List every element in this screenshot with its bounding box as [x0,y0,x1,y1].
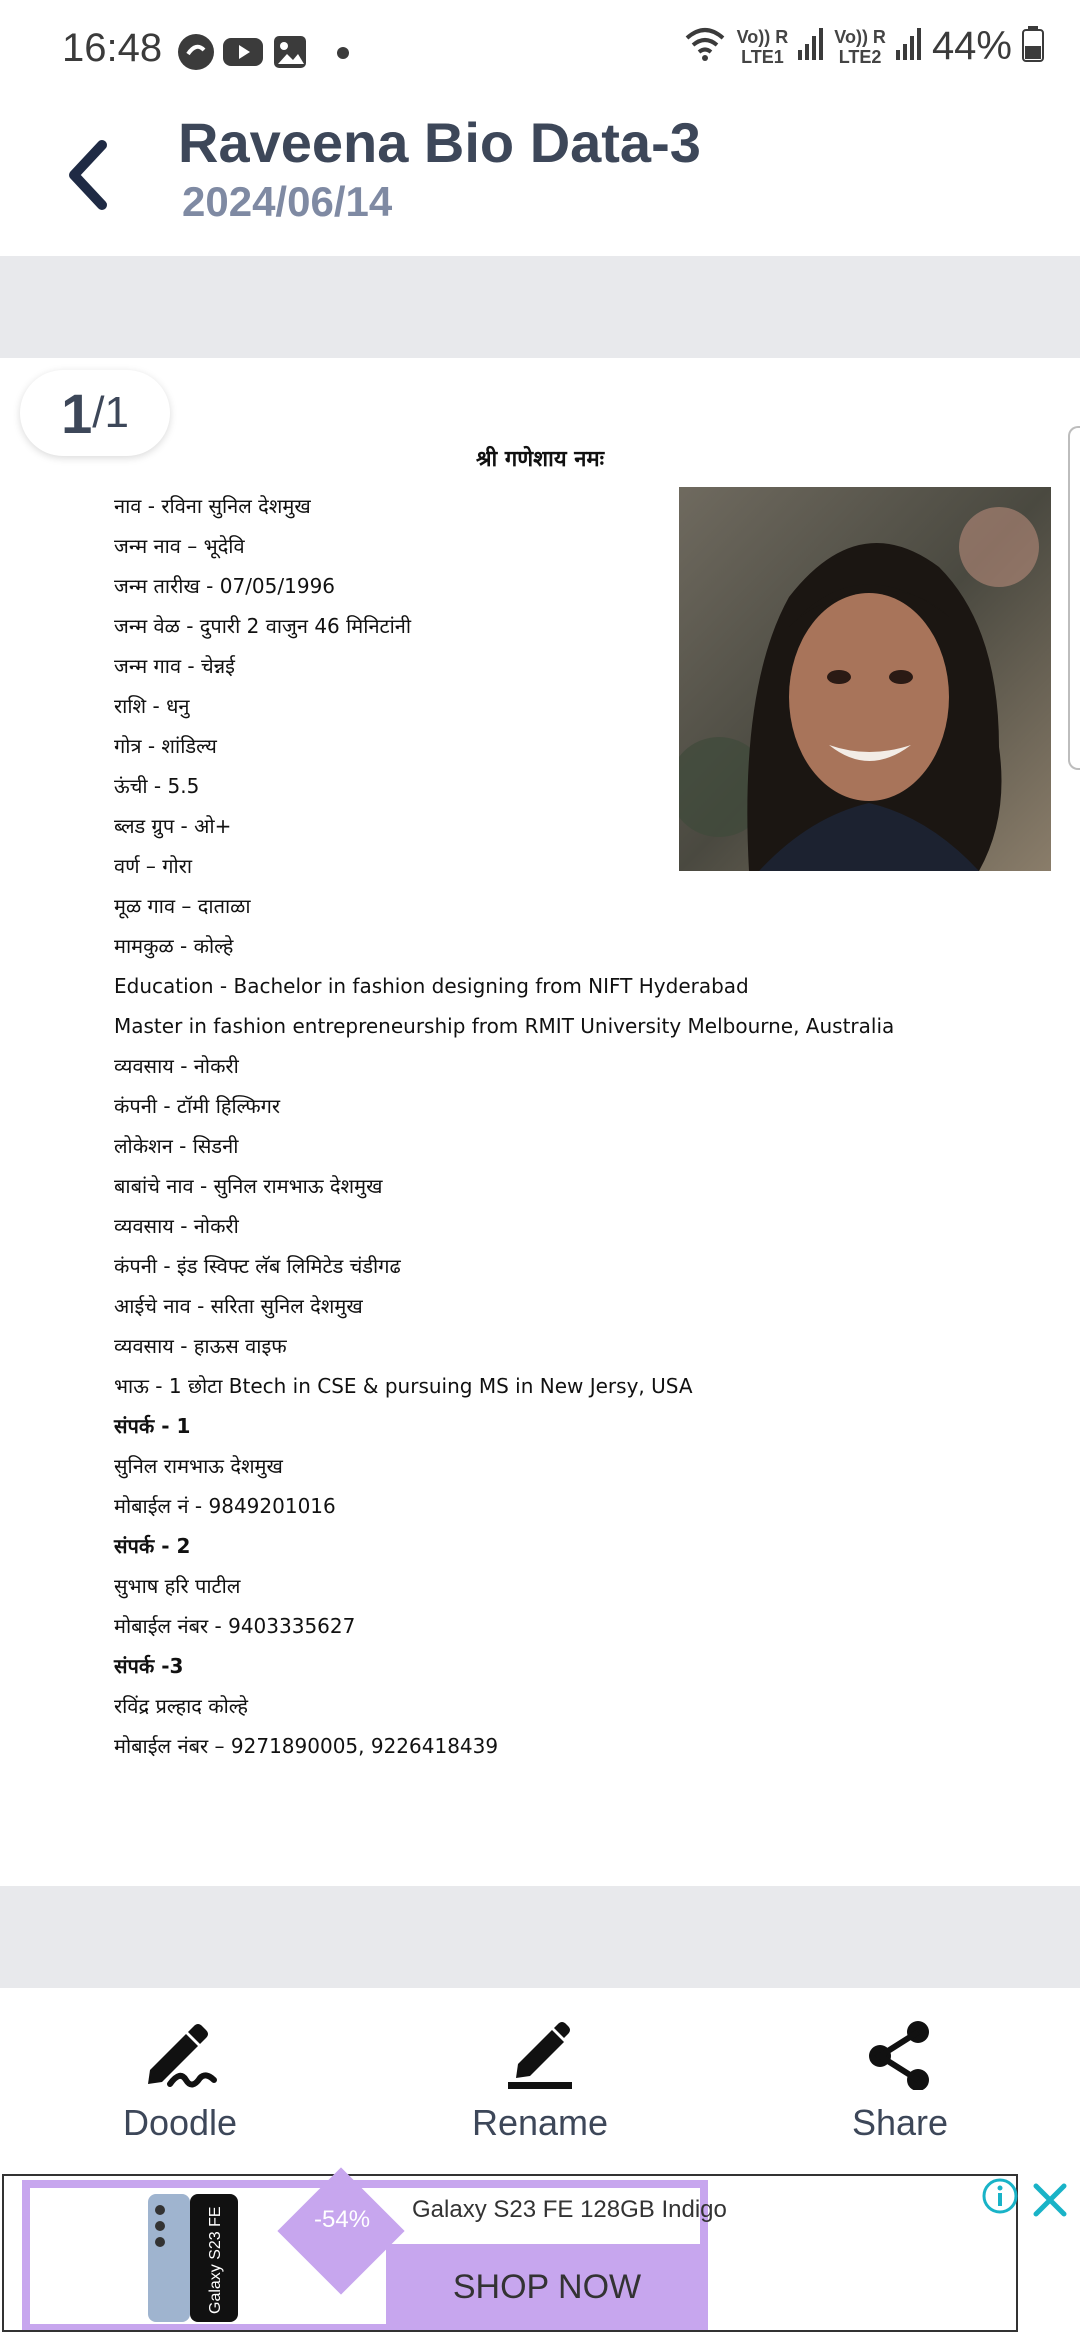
doodle-button[interactable] [70,1988,290,2168]
doc-line-contact-heading: संपर्क - 2 [114,1534,191,1558]
doc-line-contact-heading: संपर्क - 1 [114,1414,191,1438]
status-bar [0,0,1080,100]
status-time: 16:48 [62,26,163,70]
doc-line: Education - Bachelor in fashion designing from NIFT Hyderabad [114,974,749,998]
rename-label: Rename [471,2102,609,2143]
profile-photo [679,487,1051,871]
doc-line: व्यवसाय - नोकरी [114,1054,239,1078]
page-date: 2024/06/14 [182,178,393,225]
ad-product-name: Galaxy S23 FE 128GB Indigo [412,2196,727,2223]
doc-line: ऊंची - 5.5 [114,774,200,798]
bottom-divider-band [0,1886,1080,1988]
share-label: Share [851,2102,949,2143]
scroll-handle[interactable] [1068,426,1080,770]
notification-dot-icon [336,46,350,65]
doc-line: कंपनी - इंड स्विफ्ट लॅब लिमिटेड चंडीगढ [114,1254,401,1278]
doc-line: मामकुळ - कोल्हे [114,934,234,958]
doc-line: मोबाईल नंबर – 9271890005, 9226418439 [114,1734,499,1758]
doc-line: सुभाष हरि पाटील [114,1574,241,1598]
doodle-label: Doodle [122,2102,238,2143]
doc-line: ब्लड ग्रुप - ओ+ [114,814,232,838]
share-icon [860,2020,940,2090]
bottom-toolbar [0,1988,1080,2178]
gallery-icon [272,32,308,77]
doc-line: राशि - धनु [114,694,190,718]
doc-line-contact-heading: संपर्क -3 [114,1654,184,1678]
document-heading: श्री गणेशाय नमः [475,447,605,472]
doc-line: मोबाईल नंबर - 9403335627 [114,1614,356,1638]
doc-line: भाऊ - 1 छोटा Btech in CSE & pursuing MS in New Jersy, USA [114,1374,693,1398]
page-title: Raveena Bio Data-3 [178,111,701,174]
doc-line: बाबांचे नाव - सुनिल रामभाऊ देशमुख [114,1174,383,1198]
doc-line: कंपनी - टॉमी हिल्फिगर [114,1094,281,1118]
signal2-icon [896,26,922,67]
doc-line: जन्म वेळ - दुपारी 2 वाजुन 46 मिनिटांनी [114,614,412,638]
doc-line: वर्ण – गोरा [114,854,193,878]
top-divider-band [0,256,1080,358]
youtube-icon [222,32,264,77]
share-button[interactable] [790,1988,1010,2168]
page-total: /1 [92,388,129,437]
status-right [683,24,1044,69]
doc-line: सुनिल रामभाऊ देशमुख [114,1454,283,1478]
doc-line: मोबाईल नं - 9849201016 [114,1494,336,1518]
rename-button[interactable] [430,1988,650,2168]
page-current: 1 [61,381,93,445]
ad-close-icon[interactable] [1030,2180,1070,2220]
battery-percent: 44% [931,24,1012,68]
doc-line: व्यवसाय - नोकरी [114,1214,239,1238]
doc-line: जन्म नाव – भूदेवि [114,534,245,558]
doc-line: लोकेशन - सिडनी [114,1134,239,1158]
doc-line: मूळ गाव – दाताळा [114,894,251,918]
doc-line: गोत्र - शांडिल्य [114,734,217,758]
phone-label: Galaxy S23 FE [207,2206,224,2314]
doc-line: व्यवसाय - हाऊस वाइफ [114,1334,287,1358]
chevron-left-icon [58,135,118,215]
doc-line: Master in fashion entrepreneurship from RMIT University Melbourne, Australia [114,1014,895,1038]
ad-discount-text: -54% [314,2206,371,2233]
sim2-label: Vo)) R LTE2 [834,26,886,67]
ad-banner[interactable] [0,2172,1080,2340]
ad-shop-now-button[interactable]: SHOP NOW [452,2267,642,2306]
battery-icon [1022,26,1044,67]
pencil-icon [500,2020,580,2090]
doc-line: जन्म गाव - चेन्नई [114,654,235,678]
doc-line: जन्म तारीख - 07/05/1996 [114,574,336,598]
doc-line: नाव - रविना सुनिल देशमुख [114,494,311,518]
wifi-icon [683,24,727,69]
doc-line: रविंद्र प्रल्हाद कोल्हे [114,1694,249,1718]
signal1-icon [798,26,824,67]
sim1-label: Vo)) R LTE1 [736,26,789,67]
chat-app-icon [176,32,216,77]
ad-info-icon[interactable] [982,2178,1018,2214]
pen-scribble-icon [140,2020,220,2090]
back-button[interactable] [58,135,118,215]
doc-line: आईचे नाव - सरिता सुनिल देशमुख [114,1294,363,1318]
